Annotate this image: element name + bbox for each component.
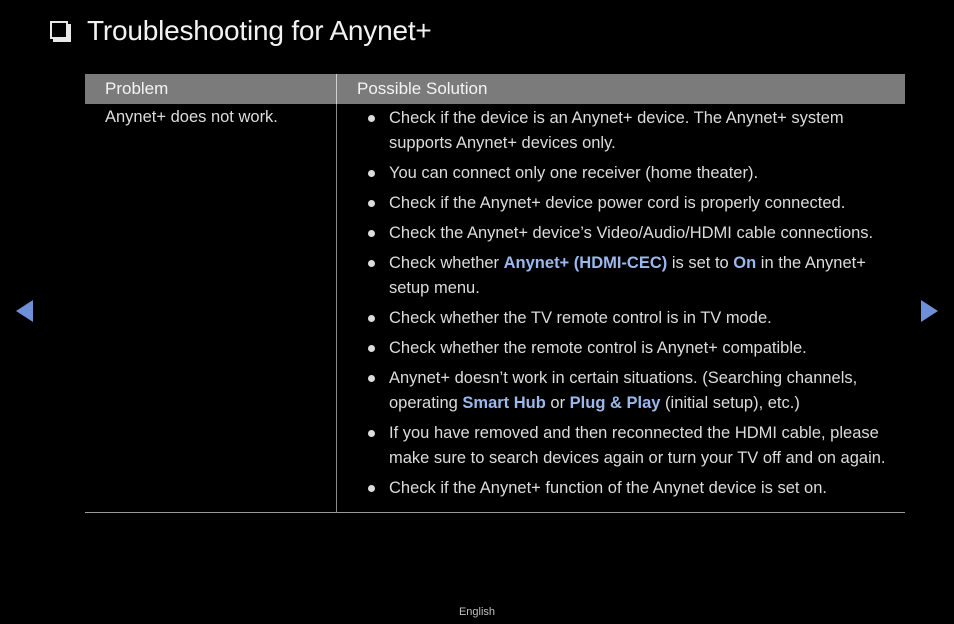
column-header-solution: Possible Solution bbox=[337, 74, 906, 104]
troubleshooting-table bbox=[85, 74, 905, 513]
solution-list bbox=[337, 104, 905, 512]
solution-text: in the Anynet+ setup menu. bbox=[389, 254, 866, 297]
solution-item: Check whether the remote control is Anynet+ compatible. bbox=[337, 336, 905, 361]
table-header-row bbox=[85, 74, 905, 104]
solution-cell bbox=[337, 104, 906, 513]
menu-term-smart-hub: Smart Hub bbox=[462, 394, 546, 412]
left-arrow-icon[interactable] bbox=[16, 300, 33, 322]
solution-text: is set to bbox=[667, 254, 734, 272]
solution-item: Check if the device is an Anynet+ device. The Anynet+ system supports Anynet+ devices only. bbox=[337, 106, 905, 156]
solution-item: You can connect only one receiver (home theater). bbox=[337, 161, 905, 186]
solution-item: Check the Anynet+ device’s Video/Audio/HDMI cable connections. bbox=[337, 221, 905, 246]
page-title-row bbox=[50, 14, 432, 48]
solution-item: Check if the Anynet+ function of the Anynet device is set on. bbox=[337, 476, 905, 501]
column-header-problem: Problem bbox=[85, 74, 337, 104]
solution-text: or bbox=[545, 394, 570, 412]
footer-language: English bbox=[458, 606, 496, 618]
solution-text: Check whether bbox=[389, 254, 504, 272]
table-row bbox=[85, 104, 905, 513]
menu-term-plug-and-play: Plug & Play bbox=[569, 394, 661, 412]
problem-cell: Anynet+ does not work. bbox=[85, 104, 337, 513]
solution-item bbox=[337, 366, 905, 416]
solution-text: Anynet+ doesn’t work in certain situations. (Searching channels, operating bbox=[389, 369, 858, 412]
menu-term-on: On bbox=[733, 254, 757, 272]
solution-item: Check whether the TV remote control is in TV mode. bbox=[337, 306, 905, 331]
page-title: Troubleshooting for Anynet+ bbox=[87, 15, 432, 46]
menu-term-anynet-hdmi-cec: Anynet+ (HDMI-CEC) bbox=[503, 254, 668, 272]
right-arrow-icon[interactable] bbox=[921, 300, 938, 322]
solution-item: Check if the Anynet+ device power cord is properly connected. bbox=[337, 191, 905, 216]
solution-item: If you have removed and then reconnected the HDMI cable, please make sure to search devices again or turn your TV off and on again. bbox=[337, 421, 905, 471]
checkbox-icon bbox=[50, 21, 68, 39]
solution-item bbox=[337, 251, 905, 301]
solution-text: (initial setup), etc.) bbox=[660, 394, 800, 412]
